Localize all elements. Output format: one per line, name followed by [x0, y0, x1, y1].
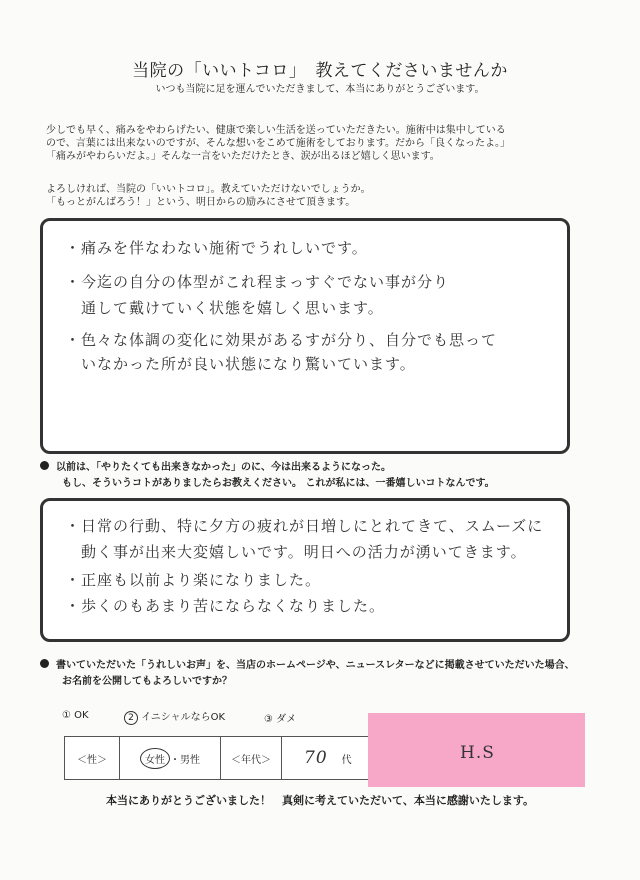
handwritten-line: ・正座も以前より楽になりました。 [65, 571, 322, 589]
age-handwritten: 70 [304, 748, 328, 768]
question-line: お名前を公開してもよろしいですか？ [62, 676, 232, 687]
handwritten-line: ・色々な体調の変化に効果があるすが分り、自分でも思って [65, 331, 498, 349]
option-ok[interactable] [62, 710, 89, 721]
option-initials-ok[interactable] [124, 708, 225, 725]
handwritten-line: ・今迄の自分の体型がこれ程まっすぐでない事が分り [65, 273, 450, 291]
intro-text [46, 124, 510, 163]
handwritten-line: いなかった所が良い状態になり驚いています。 [65, 355, 416, 373]
handwritten-line: ・痛みを伴なわない施術でうれしいです。 [65, 239, 368, 257]
bullet-icon [40, 659, 49, 668]
initials-sticky-note [368, 713, 585, 787]
answer-box-improvements [40, 498, 570, 642]
handwritten-line: ・歩くのもあまり苦にならなくなりました。 [65, 597, 386, 615]
age-header-cell: ＜年代＞ [220, 736, 282, 780]
sex-separator: ・ [170, 754, 180, 766]
option-number-circled: 2 [124, 711, 138, 725]
question-before-after [40, 460, 495, 492]
question-publish-name [40, 658, 575, 690]
option-number: ① [62, 710, 71, 721]
handwritten-line: ・日常の行動、特に夕方の疲れが日増しにとれてきて、スムーズに [65, 517, 544, 535]
option-label: OK [74, 710, 89, 721]
request-text [46, 183, 371, 209]
question-line: 以前は、「やりたくても出来きなかった」のに、今は出来るようになった。 [55, 462, 391, 473]
option-label: ダメ [276, 714, 297, 725]
option-no[interactable] [264, 710, 296, 725]
handwritten-line: 動く事が出来大変嬉しいです。明日への活力が湧いてきます。 [65, 543, 527, 561]
page-subtitle: いつも当院に足を運んでいただきまして、本当にありがとうございます。 [155, 84, 485, 95]
initials-handwritten: H.S [460, 743, 495, 763]
bullet-icon [40, 461, 49, 470]
question-line: もし、そういうコトがありましたらお教えください。 これが私には、一番嬉しいコトなんです。 [62, 478, 495, 489]
age-unit: 代 [341, 754, 352, 766]
intro-line: 「痛みがやわらいだよ。」そんな一言をいただけたとき、涙が出るほど嬉しく思います。 [46, 151, 440, 162]
sex-header-cell: ＜性＞ [64, 736, 120, 780]
request-line: よろしければ、当院の「いいトコロ」。教えていただけないでしょうか。 [46, 184, 371, 195]
option-number: ③ [264, 714, 273, 725]
question-line: 書いていただいた「うれしいお声」を、当店のホームページや、ニュースレターなどに掲載させていただいた場合、 [55, 660, 575, 671]
intro-line: 少しでも早く、痛みをやわらげたい、健康で楽しい生活を送っていただきたい。施術中は集中している [46, 125, 506, 136]
female-circled[interactable]: 女性 [140, 748, 170, 769]
male-option[interactable]: 男性 [180, 754, 200, 766]
answer-box-good-points [40, 218, 570, 454]
handwritten-line: 通して戴けていく状態を嬉しく思います。 [65, 299, 384, 317]
age-value-cell [281, 736, 369, 780]
closing-message: 本当にありがとうございました！ 真剣に考えていただいて、本当に感謝いたします。 [106, 794, 534, 807]
page-title: 当院の「いいトコロ」 教えてくださいませんか [132, 61, 508, 81]
sex-choice-cell [119, 736, 221, 780]
request-line: 「もっとがんばろう！」という、明日からの励みにさせて頂きます。 [46, 197, 356, 208]
intro-line: ので、言葉には出来ないのですが、そんな想いをこめて施術をしております。だから「良くなったよ。」 [46, 138, 510, 149]
option-label: イニシャルならOK [141, 712, 226, 723]
